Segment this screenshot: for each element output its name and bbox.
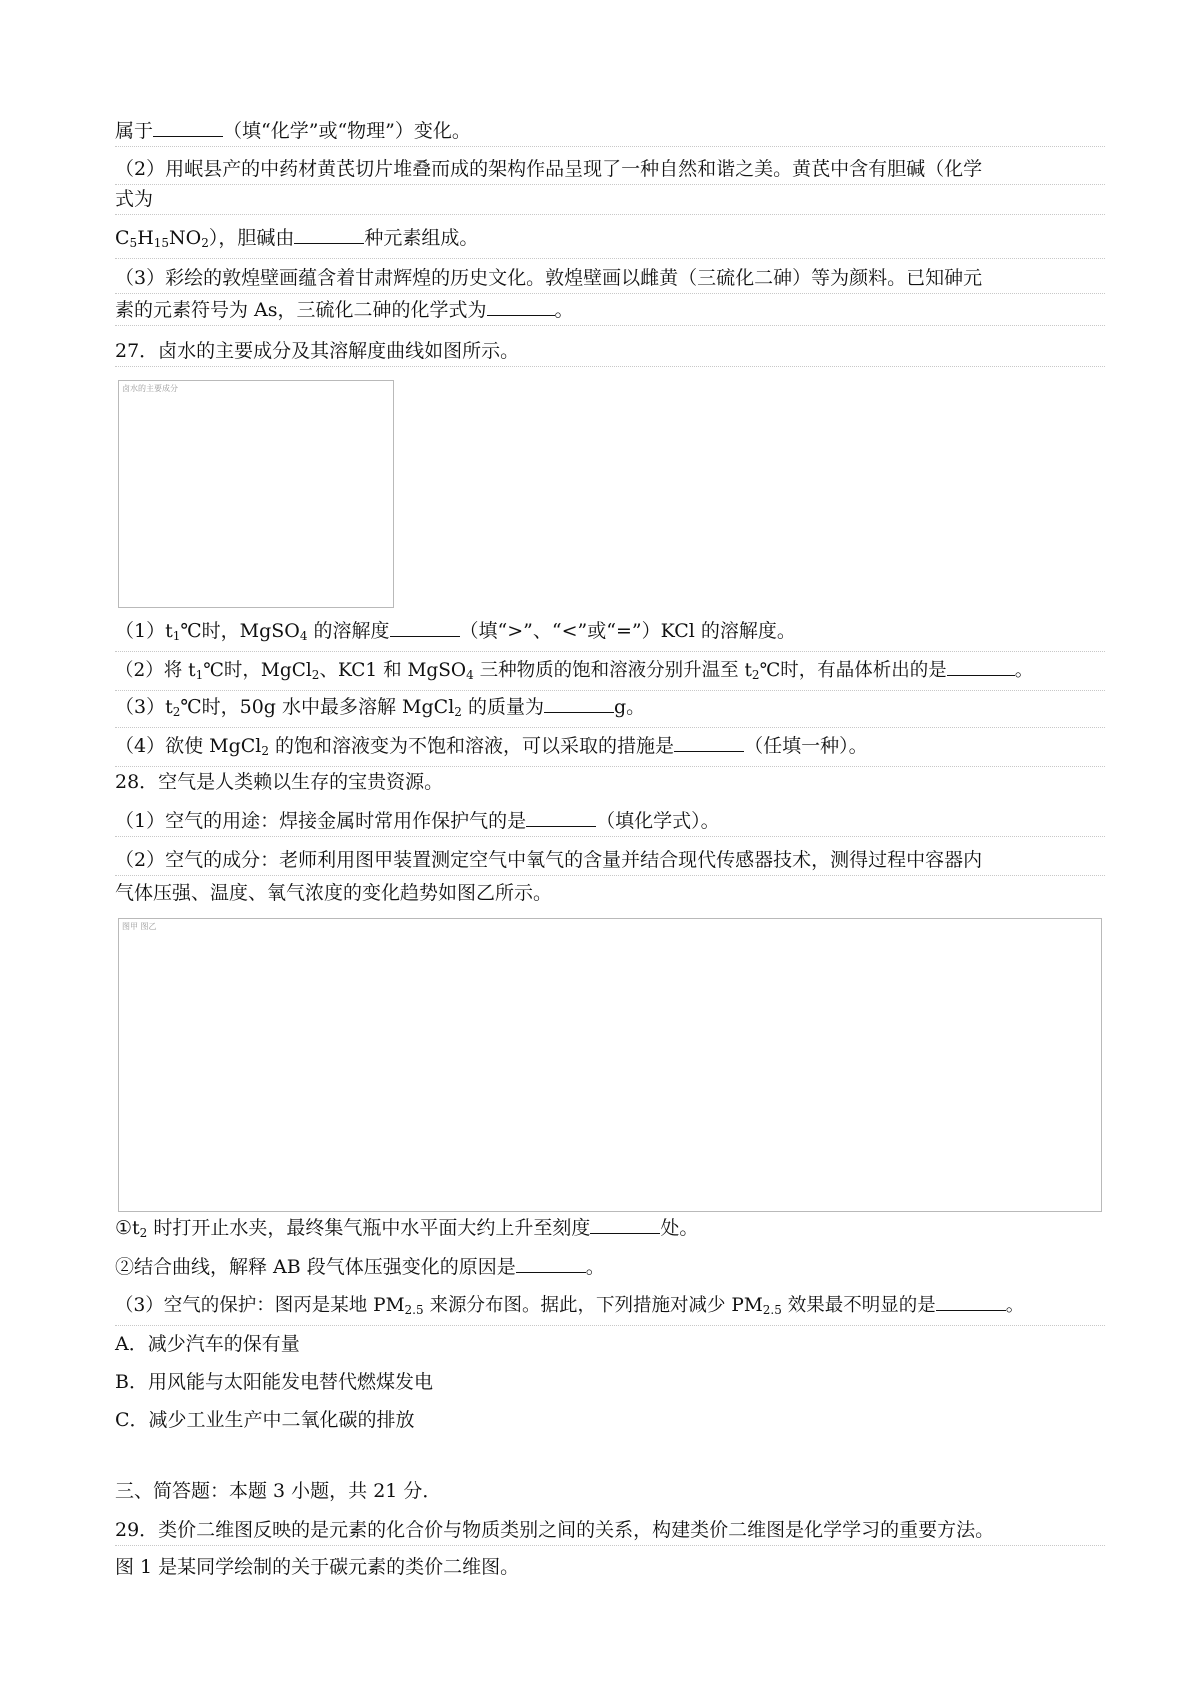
- option-b[interactable]: B．用风能与太阳能发电替代燃煤发电: [115, 1371, 433, 1393]
- answer-blank[interactable]: [390, 616, 460, 637]
- answer-blank[interactable]: [936, 1290, 1006, 1311]
- q28-part2-line1: （2）空气的成分：老师利用图甲装置测定空气中氧气的含量并结合现代传感器技术，测得过程中容器内: [115, 845, 1105, 876]
- q27-stem: 27．卤水的主要成分及其溶解度曲线如图所示。: [115, 336, 1105, 367]
- q28-stem: 28．空气是人类赖以生存的宝贵资源。: [115, 771, 444, 793]
- answer-blank[interactable]: [947, 655, 1015, 676]
- answer-blank[interactable]: [526, 806, 596, 827]
- option-a[interactable]: A．减少汽车的保有量: [115, 1333, 300, 1355]
- q27-part2: （2）将 $t_1℃$时，MgCl$_2$、KC1 和 MgSO$_4$ 三种物质的饱和溶液分别升温至 $t_2℃$时，有晶体析出的是 。: [115, 655, 1105, 691]
- answer-blank[interactable]: [153, 116, 223, 137]
- q27-part3: $(3)t_2℃$时，50g 水中最多溶解 MgCl$_2$ 的质量为 g。: [115, 692, 1105, 728]
- q26-part2-line2: 式为: [115, 184, 1105, 215]
- q28-item2: ②结合曲线，解释 AB 段气体压强变化的原因是 。: [115, 1252, 1105, 1282]
- q27-part1: $(1)t_1℃$时，MgSO$_4$ 的溶解度 （填“>”、“<”或“=”）KCl 的溶解度。: [115, 616, 1105, 652]
- q26-part2-line3: $C_5H_{15}NO_2$），胆碱由 种元素组成。: [115, 223, 1105, 259]
- answer-blank[interactable]: [487, 295, 555, 316]
- answer-blank[interactable]: [294, 223, 364, 244]
- answer-blank[interactable]: [674, 731, 744, 752]
- figure-placeholder-label: 卤水的主要成分: [122, 384, 178, 393]
- q28-item1: $①t_2$ 时打开止水夹，最终集气瓶中水平面大约上升至刻度 处。: [115, 1213, 1105, 1248]
- option-c[interactable]: C．减少工业生产中二氧化碳的排放: [115, 1409, 415, 1431]
- q26-part3-line1: （3）彩绘的敦煌壁画蕴含着甘肃辉煌的历史文化。敦煌壁画以雌黄（三硫化二砷）等为颜料。已知砷元: [115, 263, 1105, 294]
- q27-part4: （4）欲使 MgCl$_2$ 的饱和溶液变为不饱和溶液，可以采取的措施是 （任填一种）。: [115, 731, 1105, 767]
- q28-apparatus-figure: [118, 918, 1102, 1212]
- q26-part2-line1: （2）用岷县产的中药材黄芪切片堆叠而成的架构作品呈现了一种自然和谐之美。黄芪中含有胆碱（化学: [115, 154, 1105, 185]
- q28-part2-line2: 气体压强、温度、氧气浓度的变化趋势如图乙所示。: [115, 882, 553, 904]
- answer-blank[interactable]: [544, 692, 614, 713]
- q28-part1: （1）空气的用途：焊接金属时常用作保护气的是 （填化学式）。: [115, 806, 1105, 837]
- q27-solubility-figure: [118, 380, 394, 608]
- q29-line2: 图 1 是某同学绘制的关于碳元素的类价二维图。: [115, 1556, 520, 1578]
- answer-blank[interactable]: [590, 1213, 660, 1234]
- q26-line1: 属于 （填“化学”或“物理”）变化。: [115, 116, 1105, 147]
- q26-part3-line2: 素的元素符号为 As，三硫化二砷的化学式为 。: [115, 295, 1105, 326]
- q29-line1: 29．类价二维图反映的是元素的化合价与物质类别之间的关系，构建类价二维图是化学学习的重要方法。: [115, 1515, 1105, 1546]
- figure-placeholder-label: 图甲 图乙: [122, 922, 157, 931]
- answer-blank[interactable]: [516, 1252, 586, 1273]
- section-heading: 三、简答题：本题 3 小题，共 21 分．: [115, 1480, 442, 1502]
- q28-part3: （3）空气的保护：图丙是某地 $PM_{2.5}$ 来源分布图。据此，下列措施对减少 $PM_{2.5}$ 效果最不明显的是 。: [115, 1290, 1105, 1326]
